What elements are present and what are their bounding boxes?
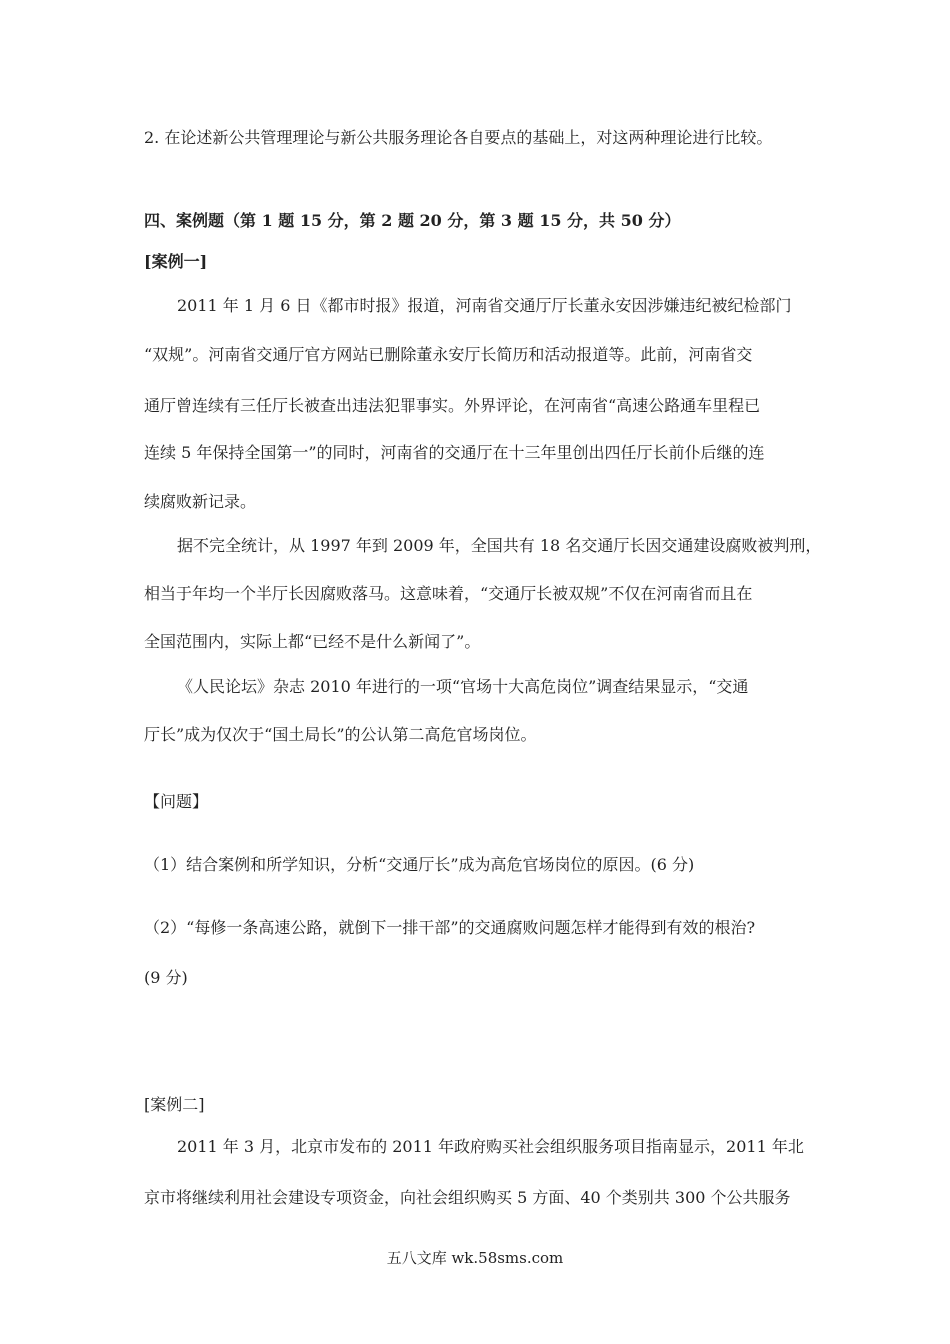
case-1-para-2-line: 全国范围内，实际上都“已经不是什么新闻了”。 (144, 632, 481, 651)
case-1-para-3-line: 厅长”成为仅次于“国土局长”的公认第二高危官场岗位。 (144, 725, 537, 744)
case-1-para-3-line: 《人民论坛》杂志 2010 年进行的一项“官场十大高危岗位”调查结果显示，“交通 (177, 677, 749, 696)
case-1-para-1-line: 连续 5 年保持全国第一”的同时，河南省的交通厅在十三年里创出四任厅长前仆后继的连 (144, 443, 765, 462)
case-1-para-1-line: 2011 年 1 月 6 日《都市时报》报道，河南省交通厅厅长董永安因涉嫌违纪被纪检部门 (177, 296, 792, 315)
question-2: 2. 在论述新公共管理理论与新公共服务理论各自要点的基础上，对这两种理论进行比较。 (144, 128, 773, 147)
case-1-para-1-line: “双规”。河南省交通厅官方网站已删除董永安厅长简历和活动报道等。此前，河南省交 (144, 345, 753, 364)
case-1-para-2-line: 相当于年均一个半厅长因腐败落马。这意味着，“交通厅长被双规”不仅在河南省而且在 (144, 584, 753, 603)
case-1-para-1-line: 续腐败新记录。 (144, 492, 257, 511)
case-2-label: [案例二] (144, 1095, 205, 1114)
case-1-label: [案例一] (144, 252, 208, 271)
case-1-question-2-line: （2）“每修一条高速公路，就倒下一排干部”的交通腐败问题怎样才能得到有效的根治? (144, 918, 756, 937)
page-footer: 五八文库 wk.58sms.com (386, 1249, 564, 1267)
case-1-para-2-line: 据不完全统计，从 1997 年到 2009 年，全国共有 18 名交通厅长因交通建设腐败被判刑， (177, 536, 822, 555)
section-4-title: 四、案例题（第 1 题 15 分，第 2 题 20 分，第 3 题 15 分，共 50 分） (144, 211, 681, 230)
questions-label: 【问题】 (144, 792, 209, 811)
case-1-question-2-line: (9 分) (144, 968, 188, 987)
case-1-question-1: （1）结合案例和所学知识，分析“交通厅长”成为高危官场岗位的原因。(6 分) (144, 855, 695, 874)
case-1-para-1-line: 通厅曾连续有三任厅长被查出违法犯罪事实。外界评论，在河南省“高速公路通车里程已 (144, 396, 761, 415)
case-2-para-1-line: 京市将继续利用社会建设专项资金，向社会组织购买 5 方面、40 个类别共 300 个公共服务 (144, 1188, 791, 1207)
case-2-para-1-line: 2011 年 3 月，北京市发布的 2011 年政府购买社会组织服务项目指南显示，2011 年北 (177, 1137, 804, 1156)
